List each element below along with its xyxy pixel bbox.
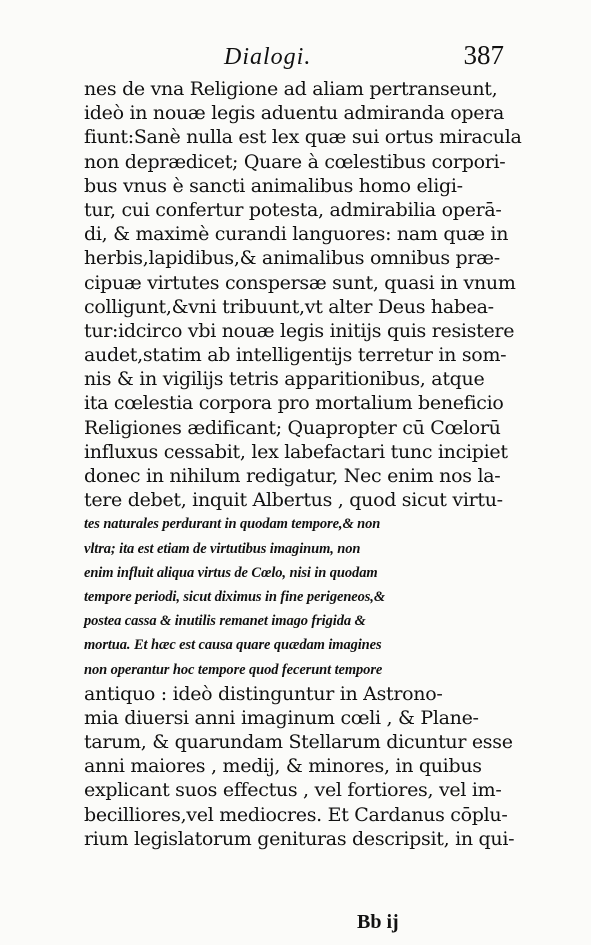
text-line-11: tur:idcirco vbi nouæ legis initijs quis resistere <box>84 319 515 342</box>
running-title: Dialogi. <box>224 44 312 70</box>
text-line-13: nis & in vigilijs tetris apparitionibus, atque <box>84 368 485 391</box>
text-line-14: ita cœlestia corpora pro mortalium beneficio <box>84 392 504 415</box>
text-line-30: explicant suos effectus , vel fortiores, vel im- <box>84 779 502 802</box>
text-line-2: ideò in nouæ legis aduentu admiranda opera <box>84 102 505 125</box>
text-line-26: antiquo : ideò distinguntur in Astrono- <box>84 682 443 705</box>
text-line-12: audet,statim ab intelligentijs terretur in som- <box>84 344 507 367</box>
text-line-3: fiunt:Sanè nulla est lex quæ sui ortus miracula <box>84 126 522 149</box>
text-line-16: influxus cessabit, lex labefactari tunc incipiet <box>84 440 508 463</box>
text-line-6: tur, cui confertur potesta, admirabilia operā- <box>84 198 502 221</box>
text-line-15: Religiones ædificant; Quapropter cū Cœlorū <box>84 416 501 439</box>
text-line-4: non deprædicet; Quare à cœlestibus corpori- <box>84 150 506 173</box>
text-line-22: tempore periodi, sicut diximus in fine perigeneos,& <box>84 588 386 605</box>
text-line-20: vltra; ita est etiam de virtutibus imaginum, non <box>84 540 361 557</box>
text-line-25: non operantur hoc tempore quod fecerunt tempore <box>84 661 383 678</box>
text-line-23: postea cassa & inutilis remanet imago frigida & <box>84 613 366 630</box>
running-head <box>86 40 504 76</box>
text-line-28: tarum, & quarundam Stellarum dicuntur esse <box>84 731 513 754</box>
page-number: 387 <box>463 40 504 70</box>
text-line-27: mia diuersi anni imaginum cœli , & Plane- <box>84 706 479 729</box>
text-line-17: donec in nihilum redigatur, Nec enim nos la- <box>84 465 501 487</box>
body-text <box>84 77 522 851</box>
text-line-32: rium legislatorum genituras descripsit, in qui- <box>84 827 515 850</box>
text-line-10: colligunt,&vni tribuunt,vt alter Deus habea- <box>84 295 494 318</box>
text-line-1: nes de vna Religione ad aliam pertranseunt, <box>84 78 498 100</box>
text-line-9: cipuæ virtutes conspersæ sunt, quasi in vnum <box>84 271 516 294</box>
text-line-31: becilliores,vel mediocres. Et Cardanus cōplu- <box>84 803 508 826</box>
text-line-5: bus vnus è sancti animalibus homo eligi- <box>84 174 463 197</box>
text-line-7: di, & maximè curandi languores: nam quæ in <box>84 223 509 246</box>
text-line-18: tere debet, inquit Albertus , quod sicut virtu- <box>84 489 503 512</box>
text-line-21: enim influit aliqua virtus de Cœlo, nisi in quodam <box>84 564 378 581</box>
text-line-24: mortua. Et hæc est causa quare quædam imagines <box>84 637 382 654</box>
text-line-19: tes naturales perdurant in quodam tempore,& non <box>84 516 381 533</box>
text-line-8: herbis,lapidibus,& animalibus omnibus præ- <box>84 247 500 270</box>
signature-mark: Bb ij <box>357 911 399 933</box>
text-line-29: anni maiores , medij, & minores, in quibus <box>84 755 482 778</box>
